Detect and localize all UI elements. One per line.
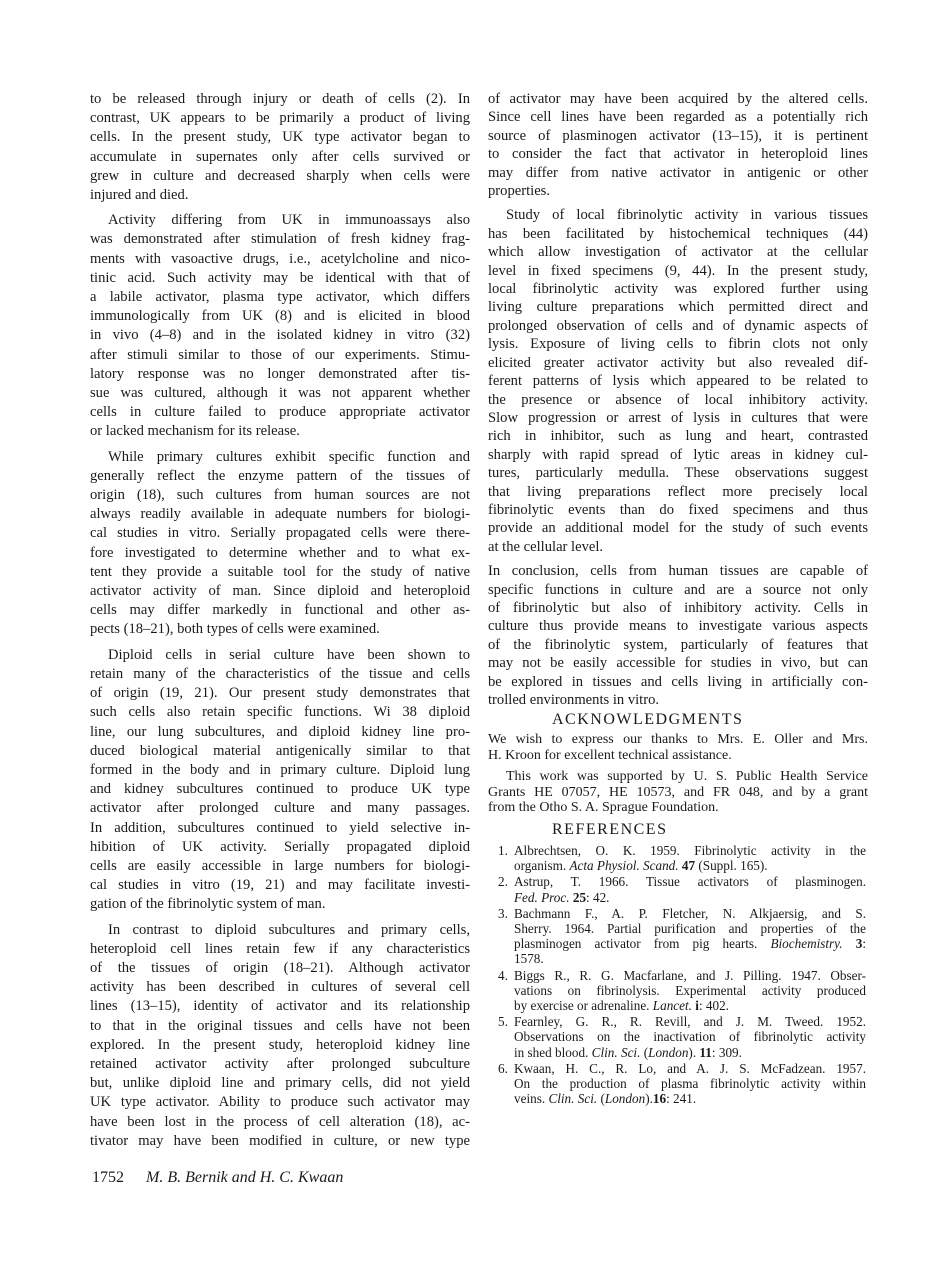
reference-line: Bachmann F., A. P. Fletcher, N. Alkjaersig, and S. [514, 905, 866, 921]
reference-number: 1. [498, 843, 508, 858]
text-line: gation of the fibrinolytic system of man. [90, 896, 326, 913]
text-line: prolonged observation of cells and of dynamic aspects of [488, 317, 868, 334]
text-line: lysis. Exposure of living cells to fibrin clots not only [488, 336, 868, 353]
text-line: may not be easily accessible for studies in vivo, but can [488, 655, 868, 672]
text-line: Grants HE 07057, HE 10573, and FR 048, and by a grant [488, 784, 868, 800]
text-line: sue was cultured, although it was not apparent whether [90, 385, 470, 402]
text-line: cells in culture failed to produce appropriate activator [90, 404, 470, 421]
text-line: activity has been described in cultures of several cell [90, 979, 470, 996]
paragraph [488, 206, 868, 556]
text-line: Slow progression or arrest of lysis in cultures that were [488, 409, 868, 426]
reference-line: by exercise or adrenaline. Lancet. i: 402. [514, 998, 729, 1014]
text-line: ferent patterns of lysis which appeared to be related to [488, 373, 868, 390]
text-line: at the cellular level. [488, 538, 604, 555]
text-line: trolled environments in vitro. [488, 692, 660, 708]
text-line: a labile activator, plasma type activator, which differs [90, 289, 470, 306]
running-authors: M. B. Bernik and H. C. Kwaan [146, 1169, 344, 1186]
reference-number: 2. [498, 874, 508, 890]
text-line: retained activator activity after prolonged subculture [90, 1055, 470, 1072]
paragraph [488, 562, 868, 709]
reference-line: Sherry. 1964. Partial purification and properties of the [514, 921, 866, 937]
text-line: to that in the original tissues and cells have not been [90, 1017, 470, 1034]
text-line: H. Kroon for excellent technical assistance. [488, 747, 732, 763]
reference-line: plasminogen activator from pig hearts. Biochemistry. 3: [514, 936, 867, 952]
text-line: cal studies in vitro (19, 21) and may facilitate investi- [90, 877, 470, 894]
text-line: retain many of the characteristics of the tissue and cells [90, 665, 470, 682]
text-line: source of plasminogen activator (13–15), it is pertinent [488, 127, 868, 144]
reference-line: Observations on the inactivation of fibrinolytic activity [514, 1029, 866, 1045]
text-line: level in fixed specimens (9, 44). In the present study, [488, 262, 868, 279]
acknowledgments-heading: ACKNOWLEDGMENTS [552, 711, 744, 728]
paragraph [488, 90, 868, 200]
text-line: in vivo (4–8) and in the isolated kidney in vitro (32) [90, 327, 470, 344]
text-line: from the Otho S. A. Sprague Foundation. [488, 800, 719, 816]
text-line: of origin (19, 21). Our present study demonstrates that [90, 685, 470, 702]
text-line: hibition of UK activity. Serially propagated diploid [90, 838, 470, 855]
text-line: tures, particularly medulla. These observations suggest [488, 465, 868, 482]
text-line: or lacked mechanism for its release. [90, 423, 300, 440]
reference-line: in shed blood. Clin. Sci. (London). 11: 309. [514, 1044, 742, 1060]
text-line: tinic acid. Such activity may be identical with that of [90, 269, 470, 286]
text-line: which allow investigation of activator at the cellular [488, 244, 868, 261]
text-line: This work was supported by U. S. Public Health Service [506, 769, 868, 785]
reference-line: Astrup, T. 1966. Tissue activators of plasminogen. [514, 874, 866, 890]
reference-number: 3. [498, 905, 508, 921]
paragraph [90, 211, 470, 441]
text-line: has been facilitated by histochemical techniques (44) [488, 225, 868, 242]
text-line: of the fibrinolytic system, particularly of features that [488, 636, 868, 653]
reference-line: On the production of plasma fibrinolytic activity within [514, 1076, 866, 1092]
text-line: living culture preparations which permitted direct and [488, 299, 868, 316]
text-line: In contrast to diploid subcultures and primary cells, [108, 921, 470, 938]
reference-number: 5. [498, 1014, 508, 1030]
paragraph [90, 646, 470, 915]
text-line: duced biological material antigenically similar to that [90, 742, 470, 759]
reference-line: organism. Acta Physiol. Scand. 47 (Suppl. 165). [514, 858, 768, 874]
text-line: fibrinolytic events than do fixed specimens and thus [488, 501, 868, 518]
text-line: Study of local fibrinolytic activity in various tissues [506, 207, 868, 224]
text-line: and kidney subcultures continued to produce UK type [90, 781, 470, 798]
text-line: properties. [488, 183, 551, 200]
text-line: culture thus provide means to investigate various aspects [488, 618, 868, 635]
text-line: of the tissues of origin (18–21). Although activator [90, 959, 470, 976]
reference-line: Kwaan, H. C., R. Lo, and A. J. S. McFadzean. 1957. [514, 1060, 866, 1076]
reference-line: vations on fibrinolysis. Experimental activity produced [514, 982, 866, 998]
text-line: activator after prolonged culture and many passages. [90, 800, 470, 817]
text-line: injured and died. [90, 187, 189, 204]
text-line: generally reflect the enzyme pattern of the tissues of [90, 467, 470, 484]
text-line: but, unlike diploid line and primary cells, did not yield [90, 1075, 470, 1092]
right-column [488, 90, 868, 715]
text-line: Since cell lines have been regarded as a potentially rich [488, 109, 868, 126]
text-line: such cells also retain specific functions. Wi 38 diploid [90, 704, 470, 721]
text-line: tent they provide a suitable tool for the study of native [90, 563, 470, 580]
reference-item [498, 1014, 866, 1060]
reference-line: Biggs R., R. G. Macfarlane, and J. Pilling. 1947. Obser- [514, 967, 866, 983]
text-line: lines (13–15), identity of activator and its relationship [90, 998, 470, 1015]
text-line: UK type activator. Ability to produce such activator may [90, 1094, 470, 1111]
text-line: to be released through injury or death of cells (2). In [90, 91, 470, 107]
text-line: We wish to express our thanks to Mrs. E. Oller and Mrs. [488, 732, 868, 747]
text-line: accumulate in supernates only after cells survived or [90, 148, 470, 165]
text-line: have been lost in the process of cell alteration (18), ac- [90, 1113, 470, 1130]
text-line: fore investigated to determine whether and to what ex- [90, 544, 470, 561]
text-line: that living preparations reflect more precisely local [488, 483, 868, 500]
text-line: line, our lung subcultures, and diploid kidney line pro- [90, 723, 470, 740]
paragraph [90, 90, 470, 205]
reference-line: Fearnley, G. R., R. Revill, and J. M. Tweed. 1952. [514, 1014, 866, 1030]
reference-line: veins. Clin. Sci. (London).16: 241. [514, 1091, 697, 1107]
text-line: heteroploid cell lines retain few if any characteristics [90, 940, 470, 957]
left-column [90, 90, 470, 1157]
text-line: may differ from native activator in antigenic or other [488, 164, 868, 181]
page-footer [92, 1169, 343, 1187]
text-line: sharply with rapid spread of lytic areas in kidney cul- [488, 446, 868, 463]
text-line: provide an additional model for the study of such events [488, 520, 868, 537]
text-line: rich in inhibitor, such as lung and heart, contrasted [488, 428, 868, 445]
page-number: 1752 [92, 1169, 124, 1186]
text-line: immunologically from UK (8) and is elicited in blood [90, 308, 470, 325]
acknowledgments-body [488, 732, 868, 822]
reference-item [498, 843, 866, 873]
reference-item [498, 968, 866, 1014]
reference-line: Fed. Proc. 25: 42. [514, 889, 610, 905]
text-line: to consider the fact that activator in heteroploid lines [488, 146, 868, 163]
text-line: ments with vasoactive drugs, i.e., acetylcholine and nico- [90, 250, 470, 267]
reference-item [498, 906, 866, 967]
text-line: origin (18), such cultures from human sources are not [90, 487, 470, 504]
text-line: the presence or absence of local inhibitory activity. [488, 391, 868, 408]
paragraph [90, 921, 470, 1151]
text-line: cells. In the present study, UK type activator began to [90, 129, 470, 146]
text-line: of activator may have been acquired by the altered cells. [488, 91, 868, 107]
reference-number: 4. [498, 967, 508, 983]
text-line: In conclusion, cells from human tissues are capable of [488, 563, 868, 580]
text-line: contrast, UK appears to be primarily a product of living [90, 110, 470, 127]
text-line: be explored in tissues and cells living in artificially con- [488, 673, 868, 690]
text-line: elicited greater activator activity but also revealed dif- [488, 354, 868, 371]
text-line: cal studies in vitro. Serially propagated cells were there- [90, 525, 470, 542]
text-line: of fibrinolytic but also of inhibitory activity. Cells in [488, 599, 868, 616]
text-line: always readily available in adequate numbers for biologi- [90, 506, 470, 523]
references-list [498, 843, 866, 1107]
text-line: after stimuli similar to those of our experiments. Stimu- [90, 346, 470, 363]
text-line: pects (18–21), both types of cells were examined. [90, 621, 380, 638]
reference-line: Albrechtsen, O. K. 1959. Fibrinolytic activity in the [514, 843, 866, 858]
text-line: latory response was no longer demonstrated after tis- [90, 365, 470, 382]
text-line: In addition, subcultures continued to yield selective in- [90, 819, 470, 836]
text-line: activator activity of man. Since diploid and heteroploid [90, 583, 470, 600]
text-line: While primary cultures exhibit specific function and [108, 448, 470, 465]
text-line: specific functions in culture and are a source not only [488, 581, 868, 598]
reference-number: 6. [498, 1060, 508, 1076]
text-line: cells are easily accessible in large numbers for biologi- [90, 857, 470, 874]
text-line: tivator may have been modified in culture, or new type [90, 1132, 470, 1149]
text-line: formed in the body and in primary culture. Diploid lung [90, 761, 470, 778]
paragraph [488, 769, 868, 816]
text-line: local fibrinolytic activity was explored further using [488, 281, 868, 298]
references-heading: REFERENCES [552, 821, 668, 838]
text-line: cells may differ markedly in functional and other as- [90, 602, 470, 619]
reference-item [498, 1061, 866, 1107]
paragraph [90, 448, 470, 640]
reference-line: 1578. [514, 951, 544, 967]
text-line: explored. In the present study, heteroploid kidney line [90, 1036, 470, 1053]
text-line: Activity differing from UK in immunoassays also [108, 212, 470, 229]
reference-item [498, 874, 866, 904]
text-line: was demonstrated after stimulation of fresh kidney frag- [90, 231, 470, 248]
paragraph [488, 732, 868, 763]
text-line: Diploid cells in serial culture have been shown to [108, 646, 470, 663]
text-line: grew in culture and decreased sharply when cells were [90, 167, 470, 184]
